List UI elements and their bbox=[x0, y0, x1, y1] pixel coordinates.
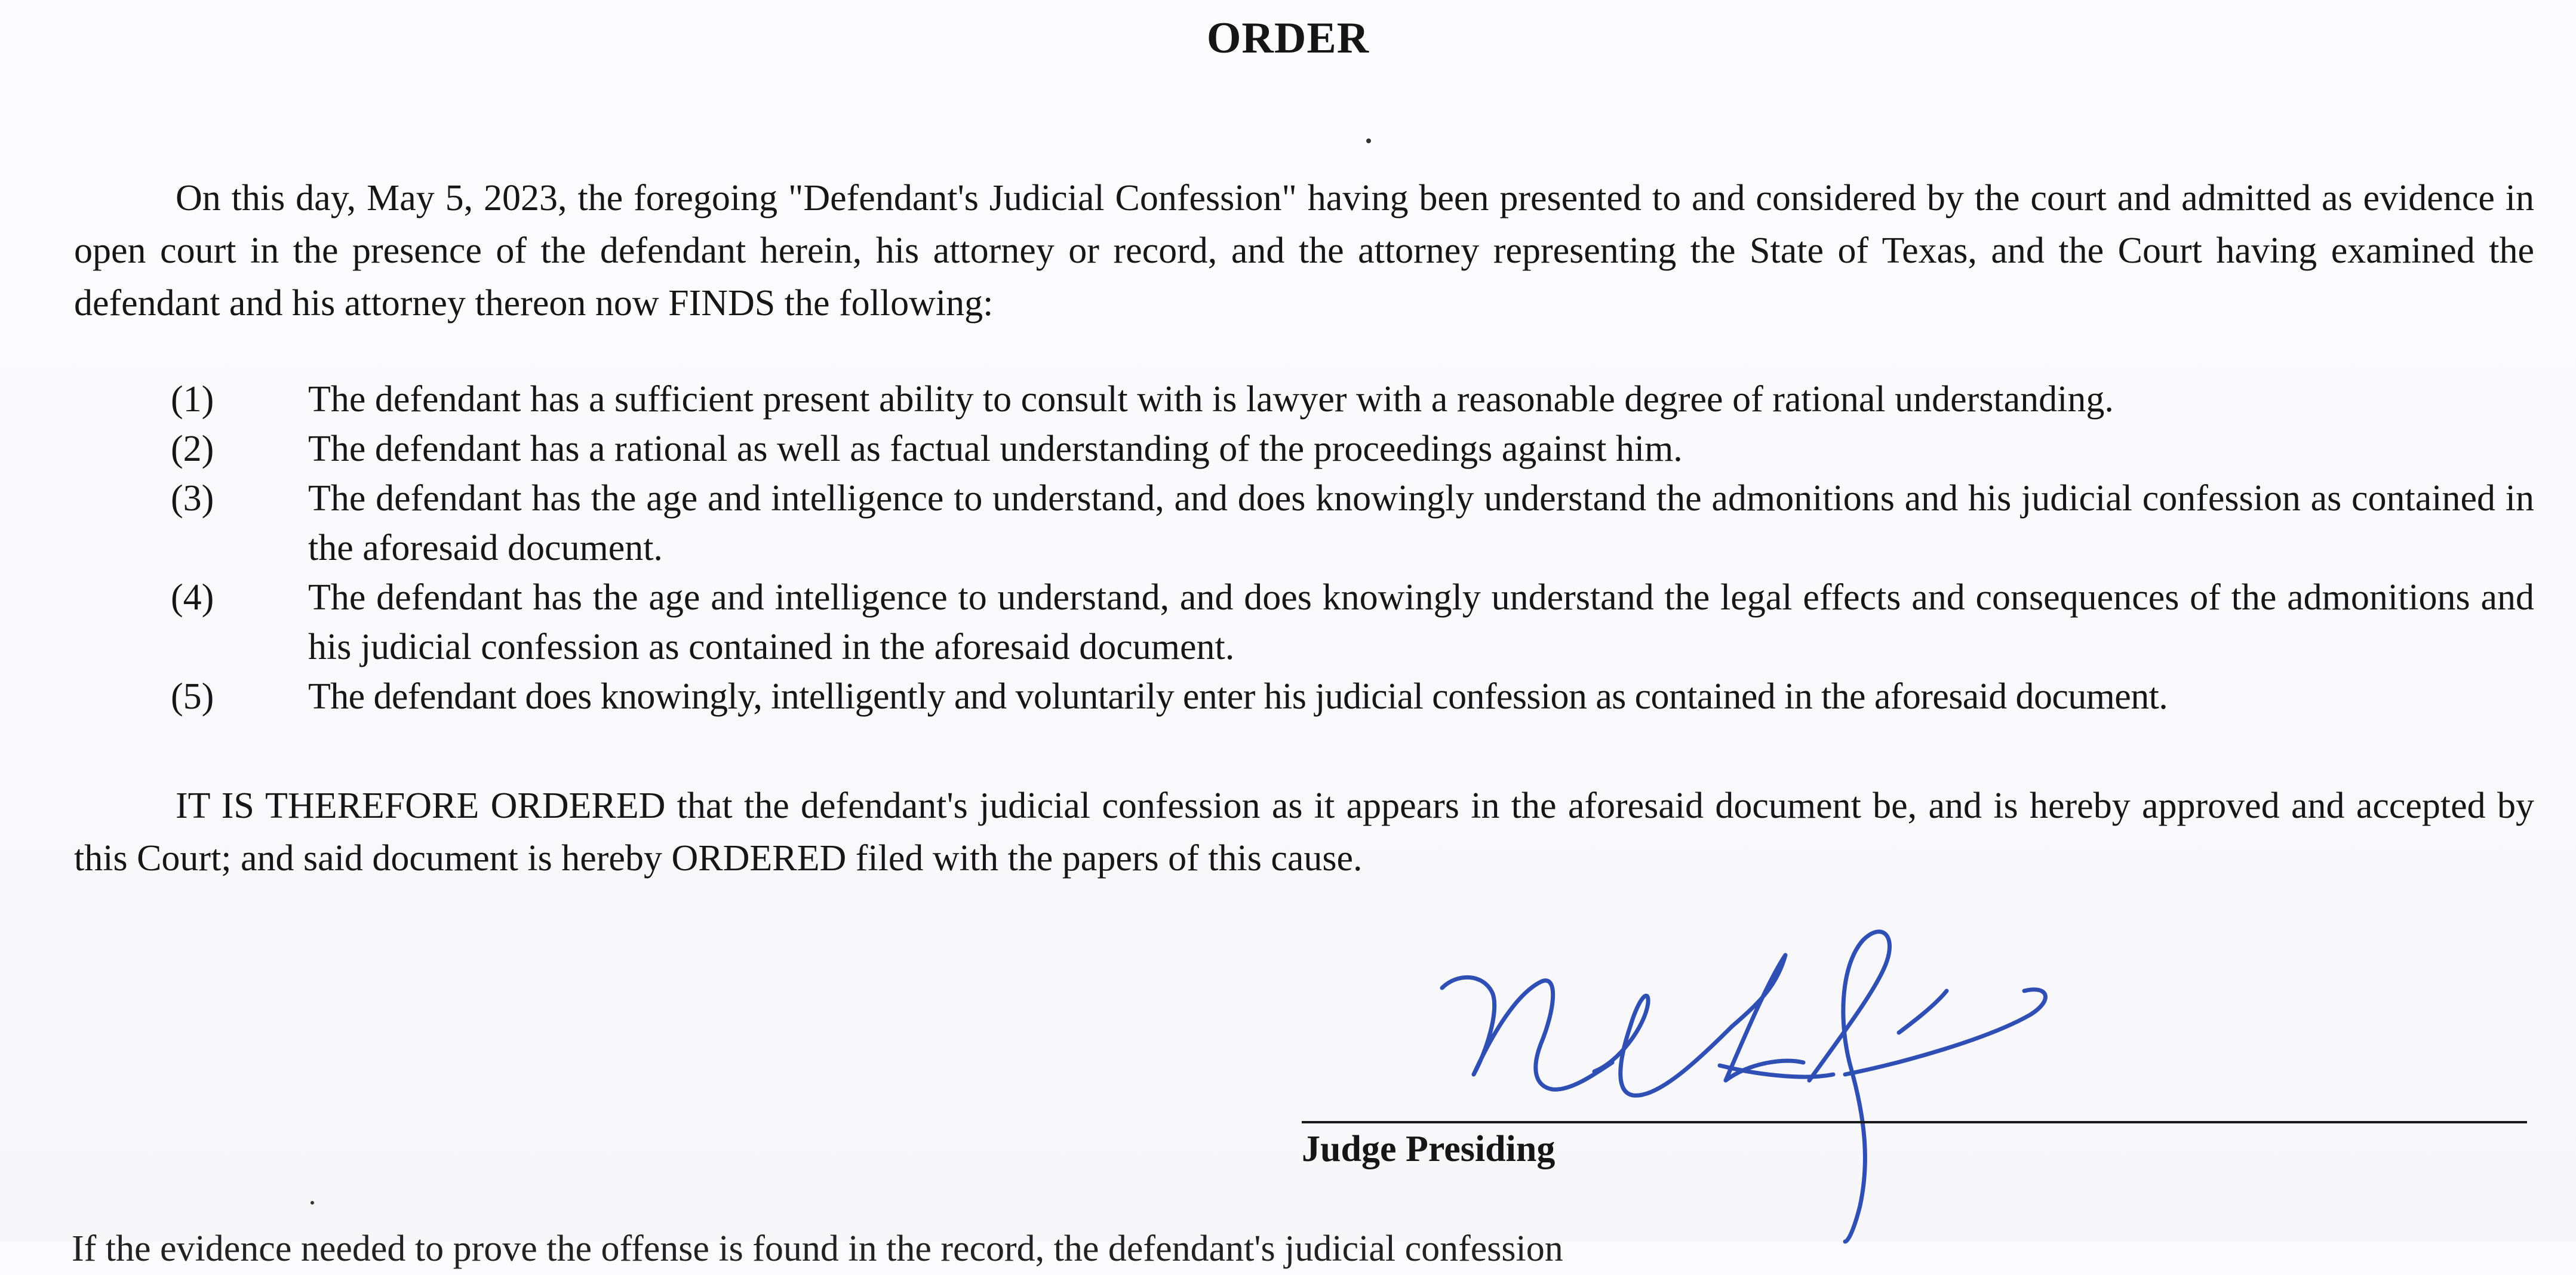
finding-number: (4) bbox=[171, 577, 214, 618]
finding-number: (5) bbox=[171, 676, 214, 717]
findings-intro-text: On this day, May 5, 2023, the foregoing "Defendant's Judicial Confession" having been presented to and considered by the court and admitted as evidence in open court in the presence of the defendant herein, his attorney or record, and the attorney representing the State of Texas, and the Court having examined the defendant and his attorney thereon now FINDS the following: bbox=[74, 178, 2534, 324]
finding-text: The defendant has a sufficient present ability to consult with is lawyer with a reasonable degree of rational understanding. bbox=[308, 379, 2114, 420]
findings-intro-paragraph bbox=[74, 172, 2534, 329]
footer-cut-off-text: If the evidence needed to prove the offense is found in the record, the defendant's judicial confession bbox=[72, 1228, 1563, 1269]
scan-speck bbox=[311, 1201, 314, 1205]
findings-list bbox=[171, 375, 2534, 722]
finding-item bbox=[171, 424, 2534, 474]
finding-item bbox=[171, 573, 2534, 672]
finding-text: The defendant has the age and intelligence to understand, and does knowingly understand the legal effects and consequences of the admonitions and his judicial confession as contained in the aforesaid document. bbox=[308, 577, 2534, 667]
finding-item bbox=[171, 474, 2534, 573]
finding-text: The defendant has the age and intelligence to understand, and does knowingly understand the admonitions and his judicial confession as contained in the aforesaid document. bbox=[308, 478, 2534, 568]
judge-signature bbox=[1314, 883, 2239, 1242]
finding-text: The defendant does knowingly, intelligently and voluntarily enter his judicial confession as contained in the aforesaid document. bbox=[308, 676, 2168, 717]
finding-number: (2) bbox=[171, 429, 214, 469]
finding-item bbox=[171, 375, 2534, 424]
order-text: IT IS THEREFORE ORDERED that the defendant's judicial confession as it appears in the aforesaid document be, and is hereby approved and accepted by this Court; and said document is hereby ORDERED filed with the papers of this cause. bbox=[74, 786, 2534, 879]
signature-line bbox=[1302, 1121, 2527, 1123]
order-paragraph bbox=[74, 780, 2534, 885]
signature-label: Judge Presiding bbox=[1302, 1129, 1556, 1169]
document-title: ORDER bbox=[1206, 14, 1370, 63]
scan-speck bbox=[1366, 138, 1371, 143]
finding-number: (1) bbox=[171, 379, 214, 420]
finding-text: The defendant has a rational as well as factual understanding of the proceedings against him. bbox=[308, 429, 1683, 469]
finding-item bbox=[171, 672, 2534, 722]
finding-number: (3) bbox=[171, 478, 214, 519]
